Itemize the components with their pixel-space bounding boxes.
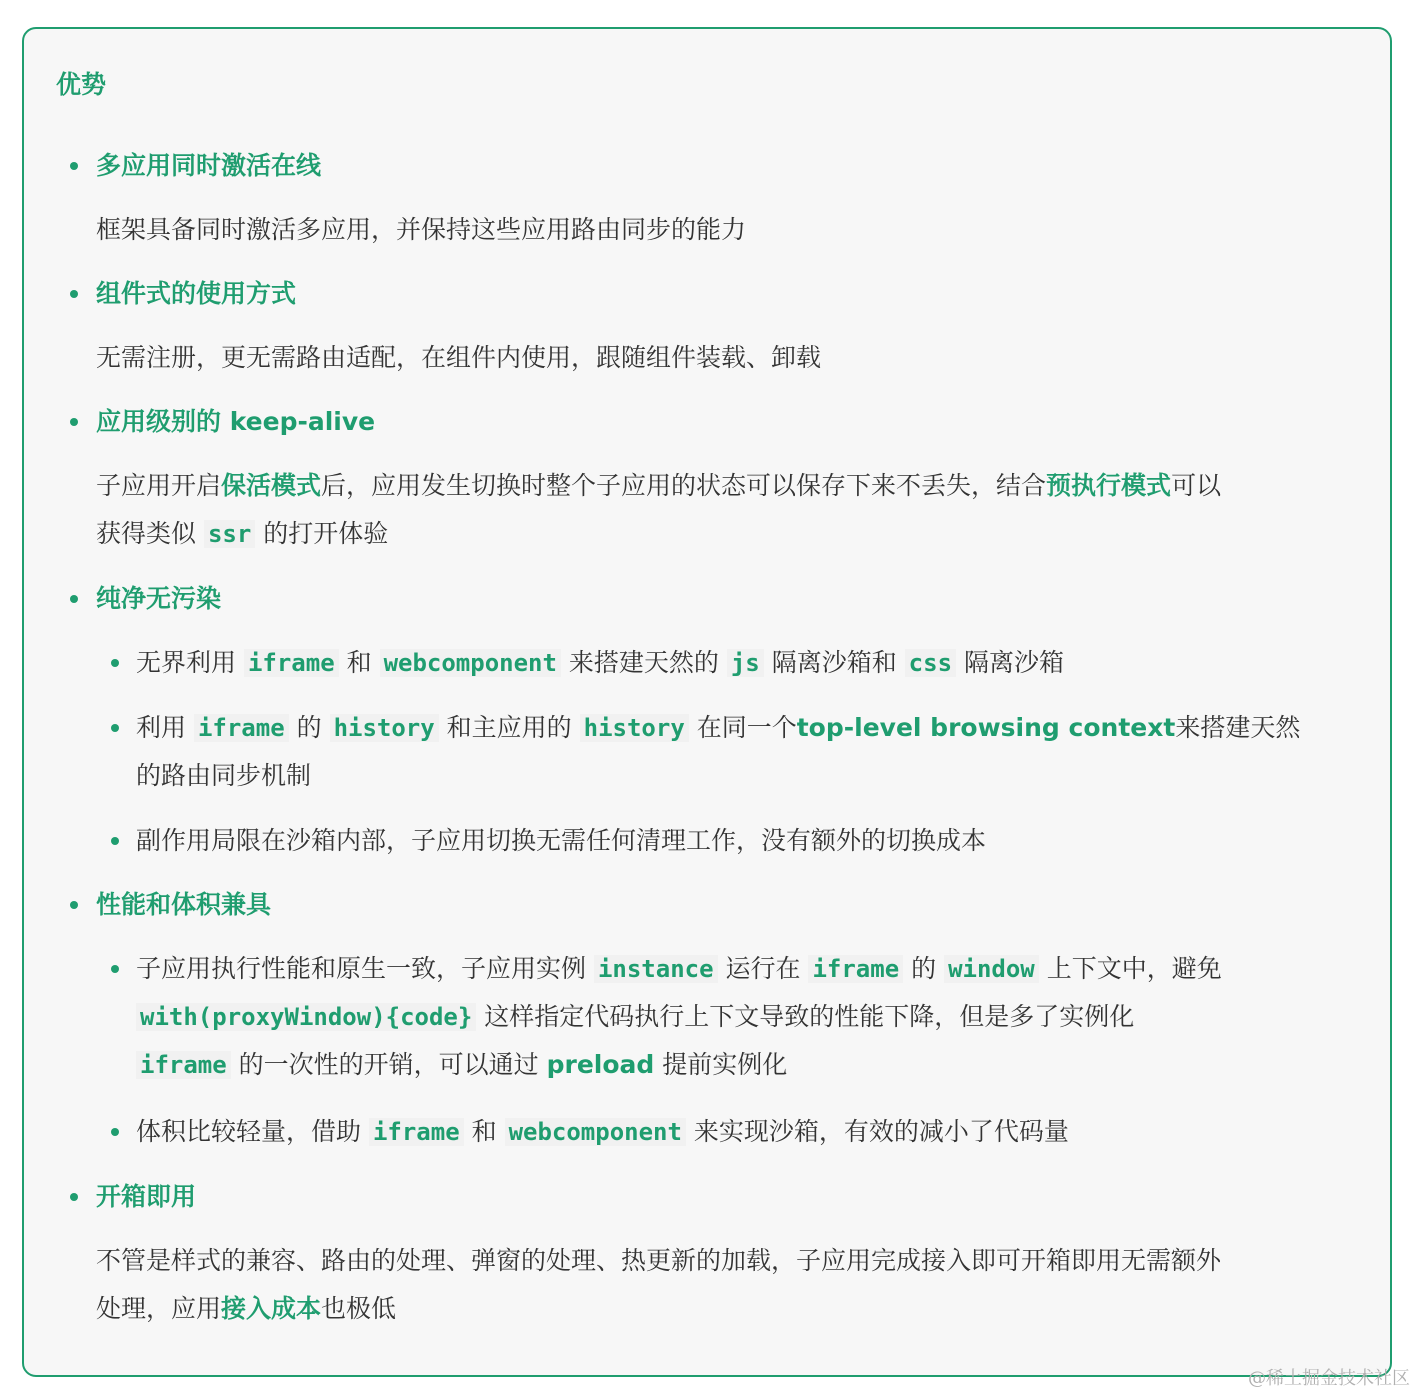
text-span: 处理，应用 xyxy=(96,1294,222,1323)
inline-code: iframe xyxy=(136,1051,231,1079)
text-span: 运行在 xyxy=(717,954,809,983)
bold-term: 预执行模式 xyxy=(1046,471,1172,500)
section-heading-component: 组件式的使用方式 xyxy=(96,279,297,308)
inline-code: iframe xyxy=(808,955,903,983)
bullet-icon xyxy=(70,901,78,909)
section-desc-out-of-box xyxy=(96,1237,1366,1333)
text-span: 来搭建天然的 xyxy=(560,648,727,677)
text-span: 和 xyxy=(463,1117,505,1146)
card-title: 优势 xyxy=(56,70,107,99)
sub-bullet-icon xyxy=(111,659,119,667)
inline-code: with(proxyWindow){code} xyxy=(136,1003,476,1031)
text-span: 不管是样式的兼容、路由的处理、弹窗的处理、热更新的加载，子应用完成接入即可开箱即用无需额外 xyxy=(96,1246,1222,1275)
advantages-card xyxy=(22,27,1392,1377)
inline-code: js xyxy=(727,649,764,677)
inline-code: iframe xyxy=(194,714,289,742)
bold-term: top-level browsing context xyxy=(796,713,1176,742)
section-desc-component: 无需注册，更无需路由适配，在组件内使用，跟随组件装载、卸载 xyxy=(96,343,822,372)
inline-code: iframe xyxy=(369,1118,464,1146)
text-span: 的路由同步机制 xyxy=(136,761,312,790)
watermark: @稀土掘金技术社区 xyxy=(1248,1368,1410,1389)
text-span: 上下文中，避免 xyxy=(1038,954,1222,983)
text-span: 的一次性的开销，可以通过 xyxy=(230,1050,547,1079)
text-span: 的 xyxy=(288,713,330,742)
inline-code: webcomponent xyxy=(380,649,561,677)
text-span: 隔离沙箱 xyxy=(956,648,1064,677)
text-span: 隔离沙箱和 xyxy=(763,648,905,677)
sub-bullet-icon xyxy=(111,965,119,973)
inline-code: instance xyxy=(594,955,718,983)
sub-bullet-icon xyxy=(111,837,119,845)
text-span: 的 xyxy=(903,954,945,983)
inline-code: history xyxy=(330,714,439,742)
sub-item-performance xyxy=(136,945,1366,1089)
text-span: 也极低 xyxy=(321,1294,397,1323)
sub-item-history xyxy=(136,704,1366,800)
text-span: 利用 xyxy=(136,713,194,742)
text-span: 无界利用 xyxy=(136,648,244,677)
bullet-icon xyxy=(70,290,78,298)
bullet-icon xyxy=(70,595,78,603)
section-heading-isolation: 纯净无污染 xyxy=(96,584,222,613)
inline-code: ssr xyxy=(204,520,255,548)
section-desc-keep-alive xyxy=(96,462,1366,558)
text-span: 子应用执行性能和原生一致，子应用实例 xyxy=(136,954,594,983)
bold-term: preload xyxy=(546,1050,655,1079)
sub-item-size xyxy=(136,1108,1366,1156)
section-heading-multi-app: 多应用同时激活在线 xyxy=(96,151,322,180)
bullet-icon xyxy=(70,162,78,170)
text-span: 后，应用发生切换时整个子应用的状态可以保存下来不丢失，结合 xyxy=(321,471,1047,500)
inline-code: window xyxy=(944,955,1039,983)
sub-item-sandbox xyxy=(136,639,1366,687)
inline-code: history xyxy=(580,714,689,742)
inline-code: css xyxy=(905,649,956,677)
sub-bullet-icon xyxy=(111,724,119,732)
inline-code: iframe xyxy=(244,649,339,677)
text-span: 这样指定代码执行上下文导致的性能下降，但是多了实例化 xyxy=(476,1002,1135,1031)
text-span: 在同一个 xyxy=(688,713,797,742)
section-desc-multi-app: 框架具备同时激活多应用，并保持这些应用路由同步的能力 xyxy=(96,215,747,244)
bold-term: 接入成本 xyxy=(221,1294,322,1323)
section-heading-keep-alive: 应用级别的 keep-alive xyxy=(96,407,376,436)
bullet-icon xyxy=(70,1193,78,1201)
text-span: 和 xyxy=(338,648,380,677)
inline-code: webcomponent xyxy=(505,1118,686,1146)
sub-bullet-icon xyxy=(111,1128,119,1136)
bullet-icon xyxy=(70,418,78,426)
text-span: 提前实例化 xyxy=(654,1050,788,1079)
text-span: 来搭建天然 xyxy=(1175,713,1301,742)
section-heading-out-of-box: 开箱即用 xyxy=(96,1182,197,1211)
text-span: 的打开体验 xyxy=(255,519,389,548)
bold-term: 保活模式 xyxy=(221,471,322,500)
text-span: 来实现沙箱，有效的减小了代码量 xyxy=(685,1117,1069,1146)
section-heading-performance: 性能和体积兼具 xyxy=(96,890,272,919)
text-span: 获得类似 xyxy=(96,519,204,548)
text-span: 可以 xyxy=(1171,471,1222,500)
text-span: 体积比较轻量，借助 xyxy=(136,1117,369,1146)
text-span: 和主应用的 xyxy=(438,713,580,742)
text-span: 子应用开启 xyxy=(96,471,222,500)
sub-item-side-effects: 副作用局限在沙箱内部，子应用切换无需任何清理工作，没有额外的切换成本 xyxy=(136,826,987,855)
